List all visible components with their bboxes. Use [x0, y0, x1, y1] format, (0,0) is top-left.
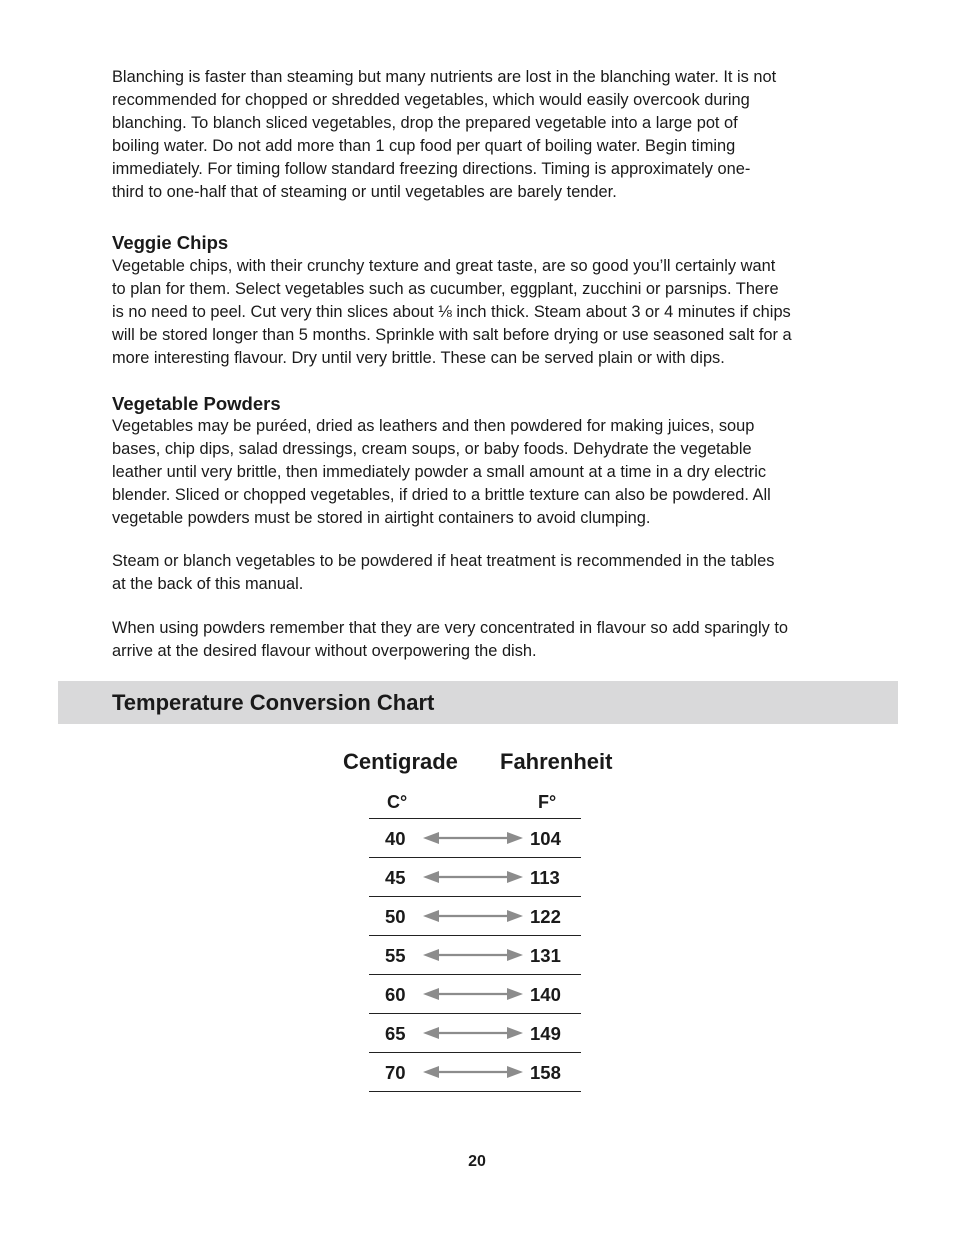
double-arrow-icon [423, 1064, 523, 1080]
section-header-band [58, 681, 898, 724]
conversion-table [369, 818, 581, 1092]
page-number: 20 [468, 1153, 486, 1170]
celsius-unit-label: C° [387, 792, 408, 812]
celsius-value: 65 [385, 1023, 406, 1044]
centigrade-title: Centigrade [343, 749, 458, 774]
blanching-paragraph: Blanching is faster than steaming but many nutrients are lost in the blanching water. It is not recommended for chopped or shredded vegetables, which would easily overcook during blanching. To blanch sliced vegetables, drop the prepared vegetable into a large pot of boiling water. Do not add more than 1 cup food per quart of boiling water. Begin timing immediately. For timing follow standard freezing directions. Timing is approximately one- third to one-half that of steaming or until vegetables are barely tender. [112, 68, 777, 201]
celsius-value: 55 [385, 945, 406, 966]
fahrenheit-unit-label: F° [538, 792, 557, 812]
conversion-row [369, 974, 581, 1013]
fahrenheit-value: 140 [530, 984, 561, 1005]
veggie-chips-heading: Veggie Chips [112, 232, 229, 253]
celsius-value: 70 [385, 1062, 406, 1083]
fahrenheit-value: 122 [530, 906, 561, 927]
double-arrow-icon [423, 947, 523, 963]
conversion-row [369, 1052, 581, 1092]
celsius-value: 45 [385, 867, 406, 888]
celsius-value: 60 [385, 984, 406, 1005]
concentrated-note-paragraph: When using powders remember that they are very concentrated in flavour so add sparingly to arrive at the desired flavour without overpowering the dish. [112, 619, 789, 660]
vegetable-powders-heading: Vegetable Powders [112, 393, 281, 414]
fahrenheit-value: 113 [530, 867, 560, 888]
section-title: Temperature Conversion Chart [112, 690, 435, 715]
fahrenheit-value: 158 [530, 1062, 561, 1083]
fahrenheit-title: Fahrenheit [500, 749, 613, 774]
fahrenheit-value: 104 [530, 828, 561, 849]
celsius-value: 40 [385, 828, 406, 849]
steam-note-paragraph: Steam or blanch vegetables to be powdered if heat treatment is recommended in the tables at the back of this manual. [112, 552, 775, 593]
conversion-row [369, 818, 581, 857]
double-arrow-icon [423, 869, 523, 885]
conversion-row [369, 896, 581, 935]
double-arrow-icon [423, 1025, 523, 1041]
celsius-value: 50 [385, 906, 406, 927]
double-arrow-icon [423, 986, 523, 1002]
veggie-chips-paragraph: Vegetable chips, with their crunchy texture and great taste, are so good you’ll certainly want to plan for them. Select vegetables such as cucumber, eggplant, zucchini or parsnips. There is no need to peel. Cut very thin slices about ⅛ inch thick. Steam about 3 or 4 minutes if chips will be stored longer than 5 months. Sprinkle with salt before drying or use seasoned salt for a more interesting flavour. Dry until very brittle. These can be served plain or with dips. [112, 257, 792, 367]
conversion-row [369, 935, 581, 974]
conversion-row [369, 857, 581, 896]
double-arrow-icon [423, 830, 523, 846]
fahrenheit-value: 131 [530, 945, 561, 966]
double-arrow-icon [423, 908, 523, 924]
conversion-row [369, 1013, 581, 1052]
vegetable-powders-paragraph: Vegetables may be puréed, dried as leathers and then powdered for making juices, soup bases, chip dips, salad dressings, cream soups, or baby foods. Dehydrate the vegetable leather until very brittle, then immediately powder a small amount at a time in a dry electric blender. Sliced or chopped vegetables, if dried to a brittle texture can also be powdered. All vegetable powders must be stored in airtight containers to avoid clumping. [112, 417, 771, 527]
fahrenheit-value: 149 [530, 1023, 561, 1044]
